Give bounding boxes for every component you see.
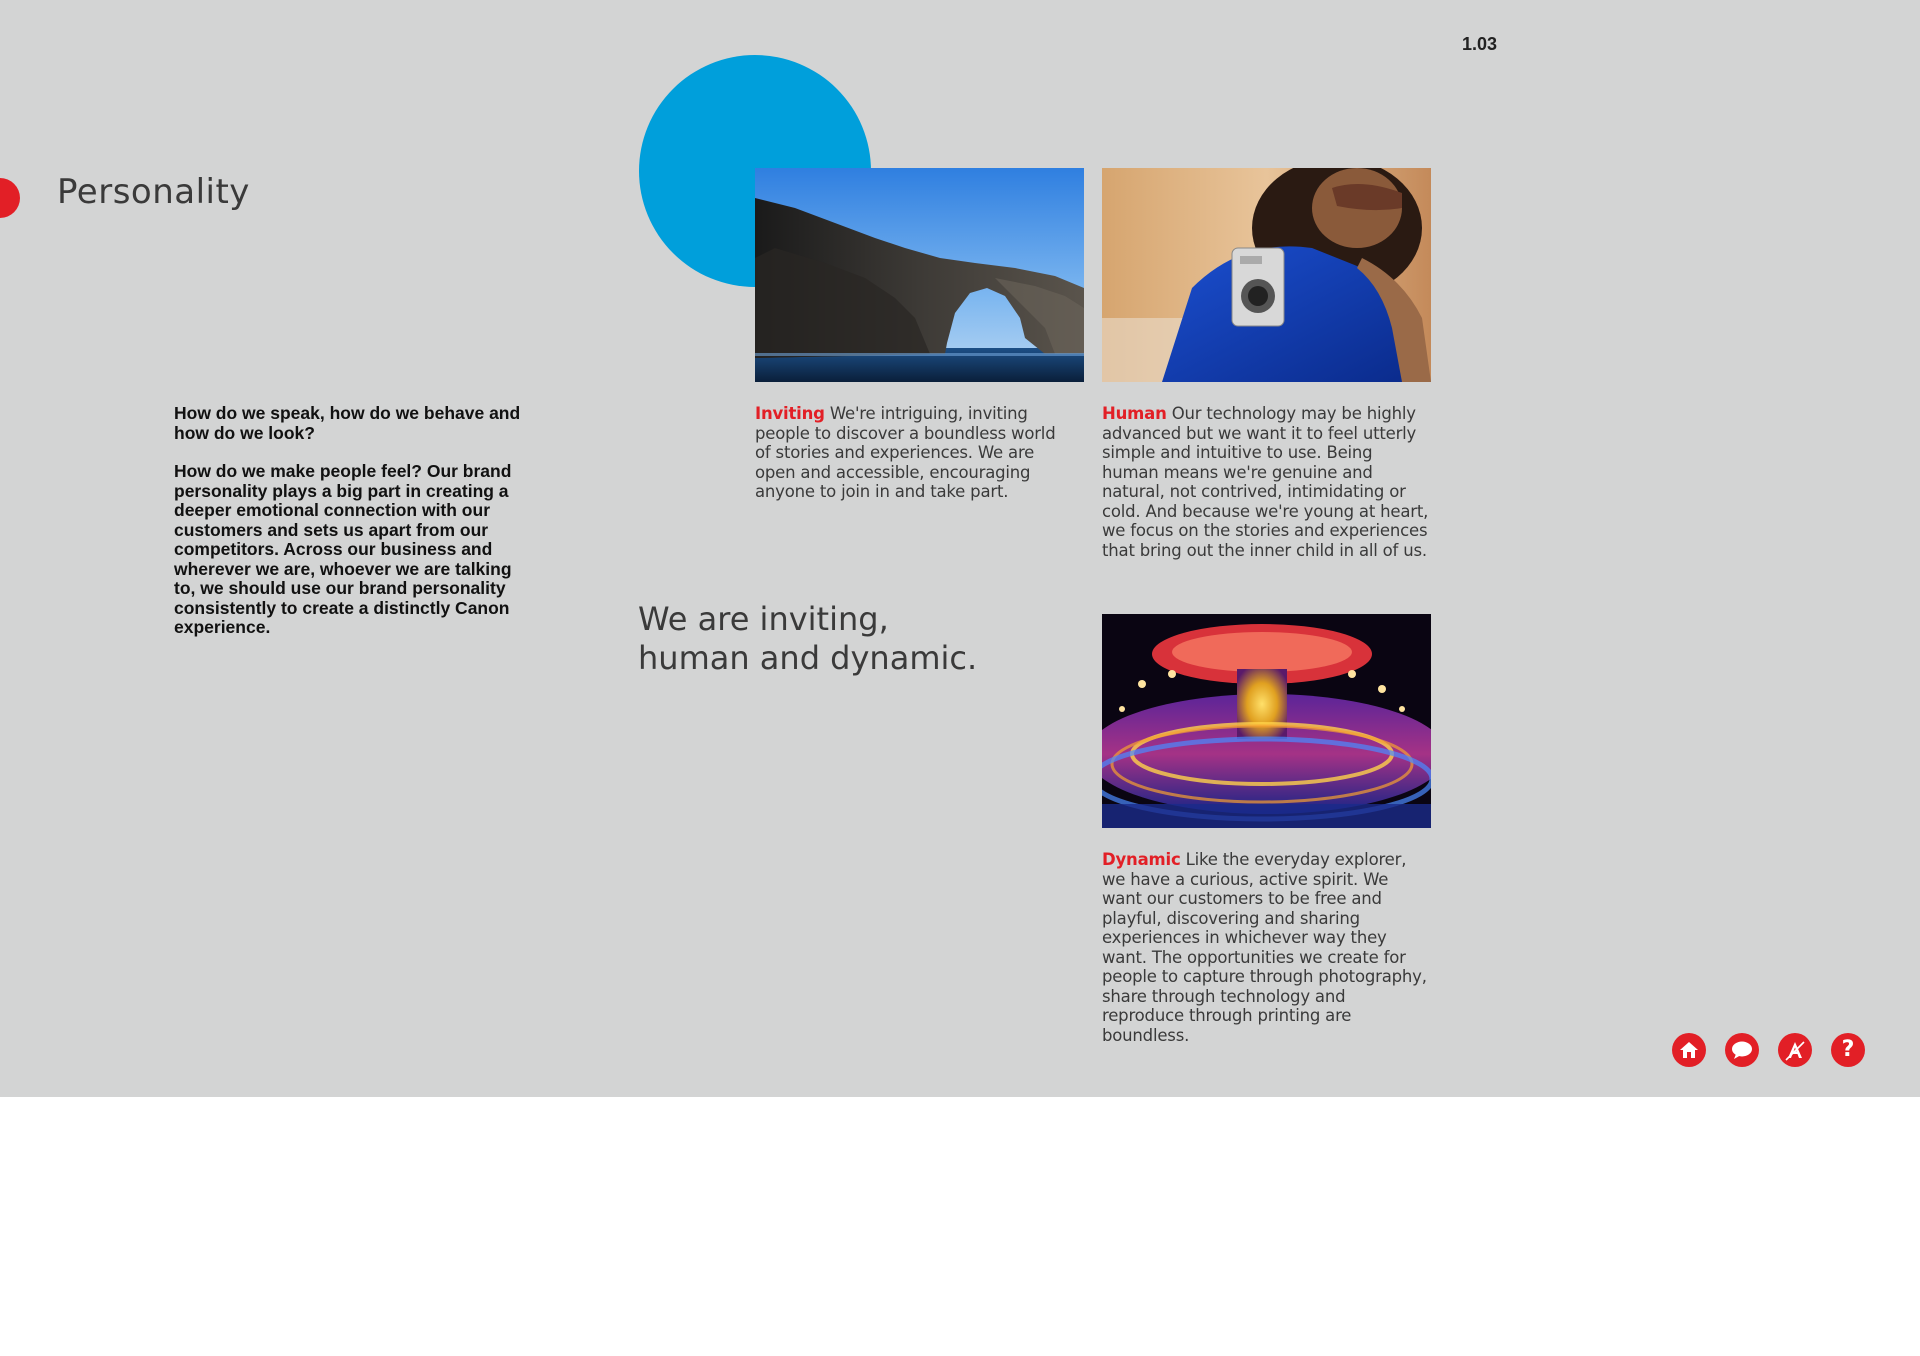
help-button[interactable] [1831,1033,1865,1067]
keyword-dynamic: Dynamic [1102,850,1181,869]
keyword-inviting: Inviting [755,404,825,423]
section-marker-dot [0,178,20,218]
bottom-nav [1672,1033,1865,1067]
section-title: Personality [57,172,250,212]
caption-human [1102,404,1432,560]
page-number: 1.03 [1462,34,1498,54]
text-size-button[interactable] [1778,1033,1812,1067]
caption-dynamic [1102,850,1432,1045]
fairground-ride-photo [1102,614,1431,828]
text-dynamic: Like the everyday explorer, we have a curious, active spirit. We want our customers to be free and playful, discovering and sharing experiences in whichever way they want. The opportunities we create for people to capture through photography, share through technology and reproduce through printing are boundless. [1102,850,1427,1045]
headline [638,600,977,678]
coastal-arch-photo [755,168,1084,382]
home-icon [1679,1040,1699,1060]
intro-text [174,404,524,657]
intro-paragraph-2: How do we make people feel? Our brand personality plays a big part in creating a deeper emotional connection with our customers and sets us apart from our competitors. Across our business and wherever we are, whoever we are talking to, we should use our brand personality consistently to create a distinctly Canon experience. [174,461,512,637]
caption-inviting [755,404,1075,502]
keyword-human: Human [1102,404,1167,423]
woman-with-camera-photo [1102,168,1431,382]
text-human: Our technology may be highly advanced but we want it to feel utterly simple and intuitive to use. Being human means we're genuine and natural, not contrived, intimidating or cold. And because we're young at heart, we focus on the stories and experiences that bring out the inner child in all of us. [1102,404,1429,560]
headline-line-2: human and dynamic. [638,639,978,677]
comments-button[interactable] [1725,1033,1759,1067]
text-inviting: We're intriguing, inviting people to discover a boundless world of stories and experiences. We are open and accessible, encouraging anyone to join in and take part. [755,404,1056,501]
help-icon: ? [1841,1037,1855,1062]
intro-paragraph-1: How do we speak, how do we behave and how do we look? [174,403,521,443]
speech-bubble-icon [1731,1040,1753,1060]
home-button[interactable] [1672,1033,1706,1067]
headline-line-1: We are inviting, [638,600,889,638]
text-a-icon [1784,1039,1806,1061]
